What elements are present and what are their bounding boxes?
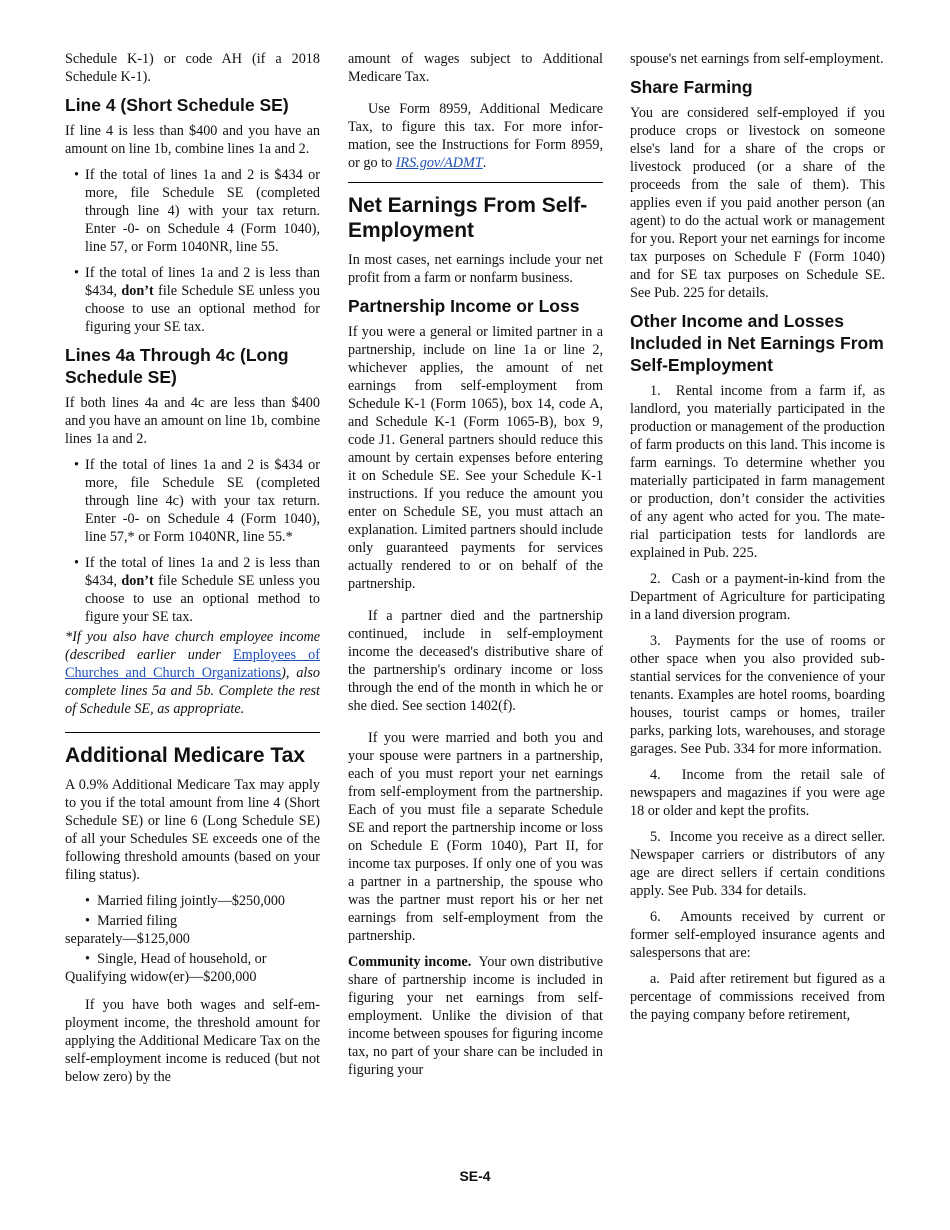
heading-lines-4a-4c: Lines 4a Through 4c (Long Schedule SE) [65, 345, 289, 387]
column-2 [348, 50, 603, 1087]
church-employee-note: *If you also have church employee income (described earlier under Employees of Churches and Church Organizations), also complete lines 5a and 5b. Complete the rest of Schedule SE, as appropriate. [65, 629, 320, 717]
heading-partnership-income: Partnership Income or Loss [348, 296, 580, 316]
threshold-married-separately: • Married filing [65, 912, 320, 930]
threshold-single: • Single, Head of household, or [65, 950, 320, 968]
threshold-married-jointly: • Married filing jointly—$250,000 [65, 892, 320, 910]
threshold-married-separately-cont: separately—$125,000 [65, 931, 190, 947]
bullet-line-4a-file: • If the total of lines 1a and 2 is $434 or more, file Schedule SE (completed through line 4c) with your tax return. Enter -0- on Schedule 4 (Form 1040), line 57,* or Form 1040NR, line 55.* [65, 456, 320, 546]
paragraph-community-income: Community income. Your own distributive share of partnership income is included in figuring your net earnings from self-employment. Unlike the division of that income between spouses for figuring income tax, no part of your share can be included in figuring your [348, 954, 603, 1078]
paragraph-line-4: If line 4 is less than $400 and you have an amount on line 1b, combine lines 1a and 2. [65, 123, 320, 157]
heading-additional-medicare-tax: Additional Medicare Tax [65, 732, 320, 768]
paragraph-partner-died: If a partner died and the partnership continued, include in self-employment income the deceased's distributive share of the partnership's ordinary income or loss through the end of the month in which he or she died. See section 1402(f). [348, 608, 603, 714]
heading-line-4: Line 4 (Short Schedule SE) [65, 95, 289, 115]
bullet-line-4a-dont-file: • If the total of lines 1a and 2 is less than $434, don’t file Schedule SE unless you choose to use an optional method to figure your SE tax. [65, 554, 320, 626]
list-item-3: 3. Payments for the use of rooms or other space when you also provided substantial services for the convenience of your tenants. Examples are hotel rooms, boarding houses, tourist camps or homes, trailer parks, parking lots, warehouses, and storage garages. See Pub. 334 for more information. [630, 633, 885, 757]
paragraph-continued: Schedule K-1) or code AH (if a 2018 Schedule K-1). [65, 51, 320, 85]
paragraph-lines-4a-4c: If both lines 4a and 4c are less than $400 and you have an amount on line 1b, combine lines 1a and 2. [65, 395, 320, 447]
paragraph-partnership: If you were a general or limited partner in a partnership, include on line 1a or line 2, whichever applies, the amount of net earnings from self-employment from Schedule K-1 (Form 1065), box 14, code A, and Schedule K-1 (Form 1065-B), box 9, code J1. General partners should reduce this amount by certain expenses before entering it on Schedule SE. See your Schedule K-1 instructions. If you reduce the amount you enter on Schedule SE, you must attach an explanation. Limited partners should include only guaranteed payments for services actually rendered to or on behalf of the partnership. [348, 324, 603, 592]
paragraph-net-earnings: In most cases, net earnings include your net profit from a farm or nonfarm business. [348, 252, 603, 286]
heading-net-earnings: Net Earnings From Self-Employment [348, 182, 603, 243]
heading-other-income: Other Income and Losses Included in Net Earnings From Self-Employment [630, 311, 884, 375]
list-item-5: 5. Income you receive as a direct seller. Newspaper carriers or distributors of any age are direct sellers if certain conditions apply. See Pub. 334 for details. [630, 829, 885, 899]
bullet-line-4-dont-file: • If the total of lines 1a and 2 is less than $434, don’t file Schedule SE unless you choose to use an optional method for figuring your SE tax. [65, 264, 320, 336]
list-item-4: 4. Income from the retail sale of newspapers and magazines if you were age 18 or older and kept the profits. [630, 767, 885, 819]
link-employees-of-churches[interactable]: Employees of Churches and Church Organizations [65, 647, 320, 681]
list-item-1: 1. Rental income from a farm if, as landlord, you materially participated in the production or management of the production of farm products on this land. This income is farm earnings. To determine whether you materially participated in farm management or production, don’t consider the activities of any agent who acted for you. The material participation tests for landlords are explained in Pub. 225. [630, 383, 885, 561]
list-item-6: 6. Amounts received by current or former self-employed insurance agents and salespersons that are: [630, 909, 885, 961]
heading-share-farming: Share Farming [630, 77, 753, 97]
paragraph-continued: spouse's net earnings from self-employment. [630, 51, 884, 67]
paragraph-form-8959: Use Form 8959, Additional Medicare Tax, to figure this tax. For more information, see the Instructions for Form 8959, or go to IRS.gov/ADMT. [348, 101, 603, 171]
list-item-6a: a. Paid after retirement but figured as a percentage of commissions received from the paying company before retirement, [630, 971, 885, 1023]
paragraph-wages-and-se: If you have both wages and self-employment income, the threshold amount for applying the Additional Medicare Tax on the self-employment income is reduced (but not below zero) by the [65, 997, 320, 1085]
paragraph-share-farming: You are considered self-employed if you produce crops or livestock on someone else's land for a share of the crops or livestock produced (or a share of the proceeds from the sale of them). This applies even if you paid another person (an agent) to do the actual work or management for you. Report your net earnings for income tax purposes on Schedule F (Form 1040) and for SE tax purposes on Schedule SE. See Pub. 225 for details. [630, 105, 885, 301]
paragraph-additional-medicare-tax: A 0.9% Additional Medicare Tax may apply to you if the total amount from line 4 (Short Schedule SE) or line 6 (Long Schedule SE) of all your Schedules SE exceeds one of the following threshold amounts (based on your filing status). [65, 777, 320, 883]
link-irs-admt[interactable]: IRS.gov/ADMT [395, 155, 483, 171]
column-3 [630, 50, 885, 1032]
list-item-2: 2. Cash or a payment-in-kind from the Department of Agriculture for participating in a land diversion program. [630, 571, 885, 623]
paragraph-married-partners: If you were married and both you and your spouse were partners in a partnership, each of you must report your net earnings from self-employment from the partnership. Each of you must file a separate Schedule SE and report the partnership income or loss on Schedule E (Form 1040), Part II, for income tax purposes. If only one of you was a partner in a partnership, the spouse who was the partner must report his or her net earnings from self-employment from the partnership. [348, 730, 603, 944]
paragraph-continued: amount of wages subject to Additional Medicare Tax. [348, 51, 603, 85]
bullet-line-4-file: • If the total of lines 1a and 2 is $434 or more, file Schedule SE (completed through line 4) with your tax return. Enter -0- on Schedule 4 (Form 1040), line 57, or Form 1040NR, line 55. [65, 166, 320, 256]
page-number: SE-4 [459, 1168, 491, 1184]
column-1 [65, 50, 320, 1094]
threshold-single-cont: Qualifying widow(er)—$200,000 [65, 969, 257, 985]
